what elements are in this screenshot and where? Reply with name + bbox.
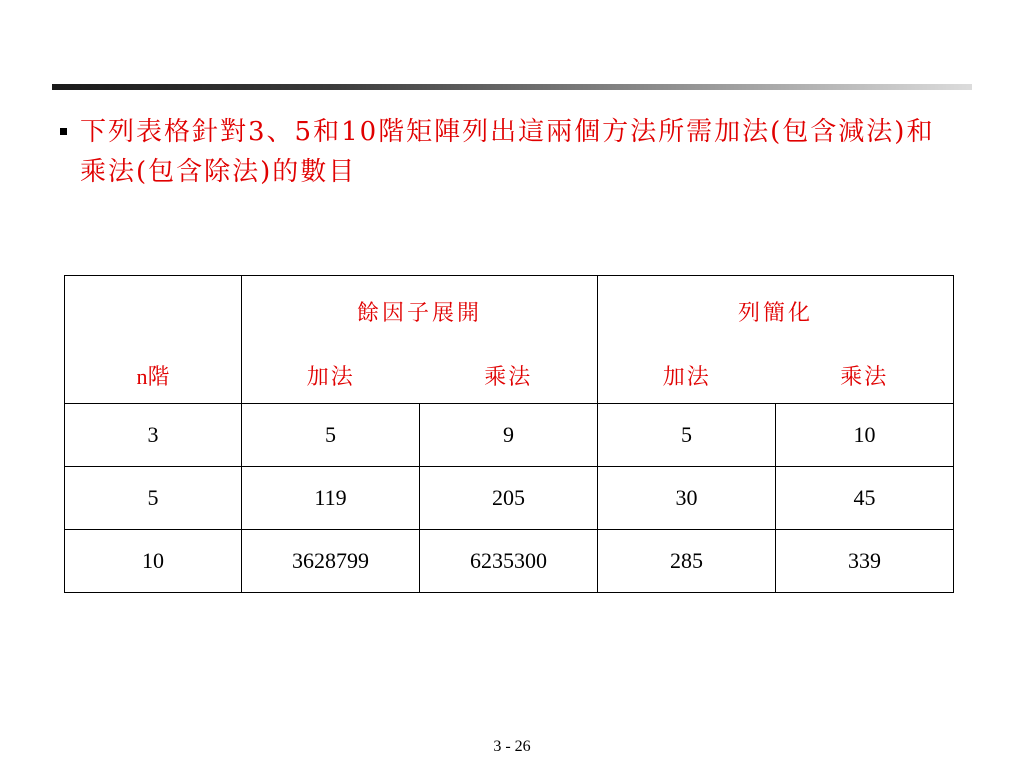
cell-order: 5 [65, 467, 242, 530]
table-row [65, 530, 954, 593]
cell-order: 10 [65, 530, 242, 593]
table-row [65, 467, 954, 530]
bullet-square-icon [60, 128, 67, 135]
header-n-label: n階 [136, 364, 170, 389]
title-divider-rule [52, 84, 972, 90]
cell-cofactor-mul: 9 [420, 404, 598, 467]
header-row-reduction-cell [598, 276, 954, 404]
header-cofactor-mul: 乘法 [484, 365, 533, 390]
cell-cofactor-add: 5 [242, 404, 420, 467]
cell-cofactor-mul: 6235300 [420, 530, 598, 593]
cell-reduction-mul: 10 [776, 404, 954, 467]
cell-reduction-add: 30 [598, 467, 776, 530]
cell-reduction-mul: 45 [776, 467, 954, 530]
header-row-reduction-mul: 乘法 [840, 365, 889, 390]
header-row-reduction: 列簡化 [737, 301, 813, 326]
header-cofactor-expansion: 餘因子展開 [356, 301, 482, 326]
header-cofactor-add: 加法 [306, 365, 355, 390]
operations-count-table [64, 275, 954, 593]
cell-cofactor-add: 3628799 [242, 530, 420, 593]
header-n-cell [65, 276, 242, 404]
header-row-reduction-add: 加法 [662, 365, 711, 390]
header-cofactor-cell [242, 276, 598, 404]
cell-reduction-mul: 339 [776, 530, 954, 593]
bullet-text: 下列表格針對3、5和10階矩陣列出這兩個方法所需加法(包含減法)和乘法(包含除法)的數目 [80, 117, 935, 187]
cell-reduction-add: 5 [598, 404, 776, 467]
bullet-point [60, 112, 960, 192]
table-row [65, 404, 954, 467]
cell-reduction-add: 285 [598, 530, 776, 593]
table-header-row [65, 276, 954, 404]
cell-cofactor-mul: 205 [420, 467, 598, 530]
page-number: 3 - 26 [493, 738, 531, 755]
cell-cofactor-add: 119 [242, 467, 420, 530]
cell-order: 3 [65, 404, 242, 467]
